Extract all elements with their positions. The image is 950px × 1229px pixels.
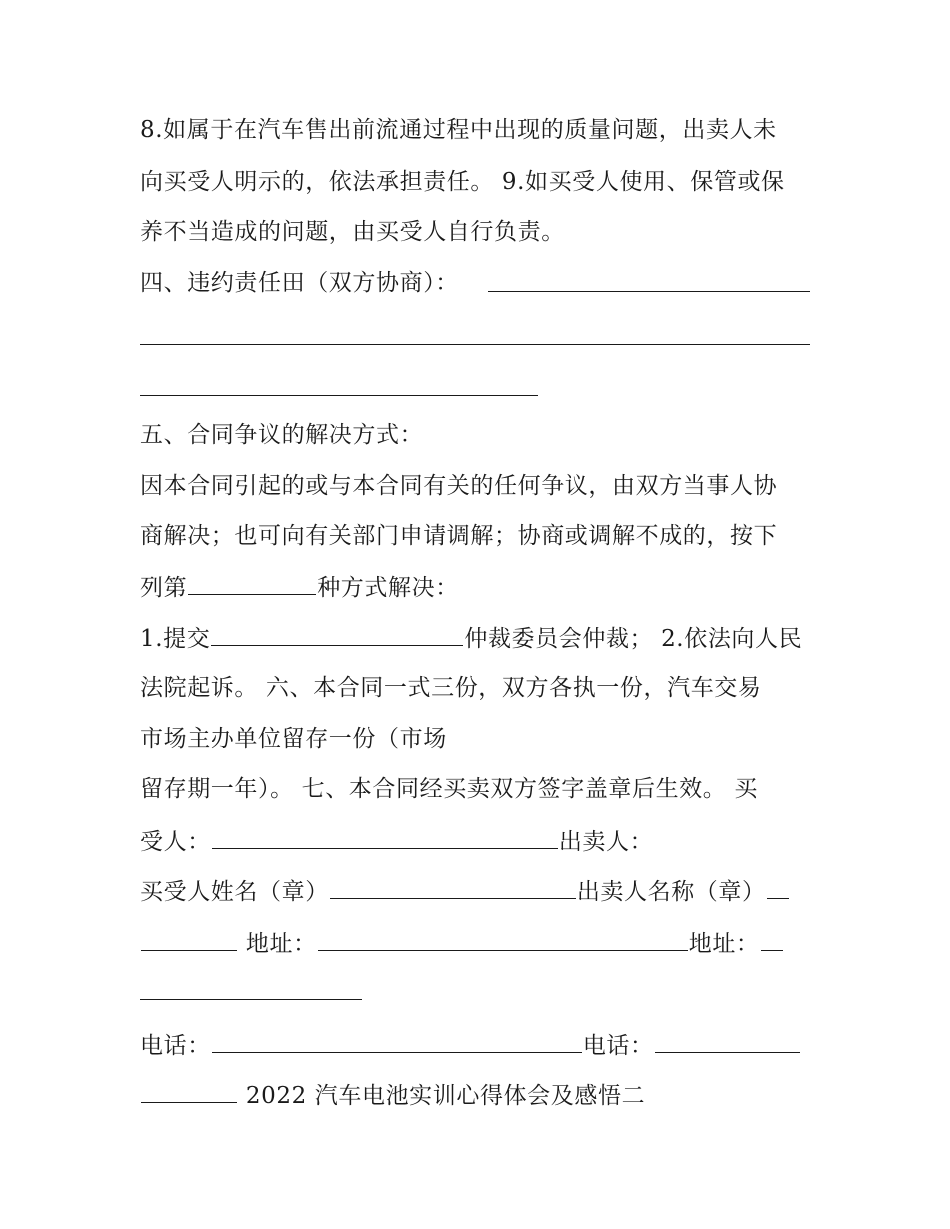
section-5-heading: 五、合同争议的解决方式： bbox=[140, 422, 424, 448]
paragraph-line-2: 向买受人明示的，依法承担责任。 9.如买受人使用、保管或保 bbox=[140, 169, 785, 195]
section-4-heading bbox=[140, 268, 459, 298]
paragraph-line-11: 市场主办单位留存一份（市场 bbox=[140, 726, 447, 752]
buyer-name-blank bbox=[330, 876, 576, 899]
buyer-phone-blank bbox=[212, 1030, 582, 1053]
seller-label: 出卖人： bbox=[558, 829, 654, 855]
address-line bbox=[140, 928, 784, 958]
buyer-line bbox=[140, 826, 653, 856]
paragraph-line-10: 法院起诉。 六、本合同一式三份，双方各执一份，汽车交易 bbox=[140, 675, 762, 701]
buyer-name-label: 买受人姓名（章） bbox=[140, 879, 329, 905]
breach-liability-blank-3 bbox=[140, 395, 538, 396]
arbitration-prefix: 1.提交 bbox=[140, 626, 211, 652]
seller-address-blank bbox=[761, 928, 783, 951]
seller-address-blank-cont bbox=[140, 999, 362, 1000]
buyer-blank bbox=[212, 826, 558, 849]
paragraph-line-8 bbox=[140, 572, 459, 602]
seller-name-blank bbox=[767, 876, 789, 899]
paragraph-line-1: 8.如属于在汽车售出前流通过程中出现的质量问题，出卖人未 bbox=[140, 117, 777, 143]
seller-phone-blank bbox=[655, 1030, 800, 1053]
seller-name-label: 出卖人名称（章） bbox=[576, 879, 766, 905]
method-suffix: 种方式解决： bbox=[317, 575, 459, 601]
breach-liability-blank-2 bbox=[140, 344, 810, 345]
seller-phone-label: 电话： bbox=[582, 1033, 654, 1059]
next-section-title: 2022 汽车电池实训心得体会及感悟二 bbox=[245, 1083, 646, 1109]
paragraph-line-9 bbox=[140, 623, 802, 653]
method-prefix: 列第 bbox=[140, 575, 188, 601]
arbitration-committee-blank bbox=[211, 623, 463, 646]
seller-address-label: 地址： bbox=[688, 931, 760, 957]
buyer-phone-label: 电话： bbox=[140, 1033, 211, 1059]
paragraph-line-12: 留存期一年）。 七、本合同经买卖双方签字盖章后生效。 买 bbox=[140, 776, 758, 802]
buyer-address-label: 地址： bbox=[245, 931, 317, 957]
arbitration-suffix: 仲裁委员会仲裁； 2.依法向人民 bbox=[464, 626, 803, 652]
paragraph-line-3: 养不当造成的问题，由买受人自行负责。 bbox=[140, 219, 565, 245]
section-4-label: 四、违约责任田（双方协商）： bbox=[140, 270, 459, 296]
seller-name-blank-cont bbox=[141, 928, 237, 951]
buyer-label: 受人： bbox=[140, 829, 211, 855]
names-line bbox=[140, 876, 790, 906]
title-line bbox=[140, 1080, 645, 1110]
breach-liability-blank-1 bbox=[488, 291, 810, 292]
phone-line bbox=[140, 1030, 801, 1060]
method-number-blank bbox=[188, 572, 316, 595]
paragraph-line-6: 因本合同引起的或与本合同有关的任何争议，由双方当事人协 bbox=[140, 473, 778, 499]
buyer-address-blank bbox=[318, 928, 688, 951]
seller-phone-blank-cont bbox=[141, 1080, 237, 1103]
paragraph-line-7: 商解决；也可向有关部门申请调解；协商或调解不成的，按下 bbox=[140, 523, 778, 549]
